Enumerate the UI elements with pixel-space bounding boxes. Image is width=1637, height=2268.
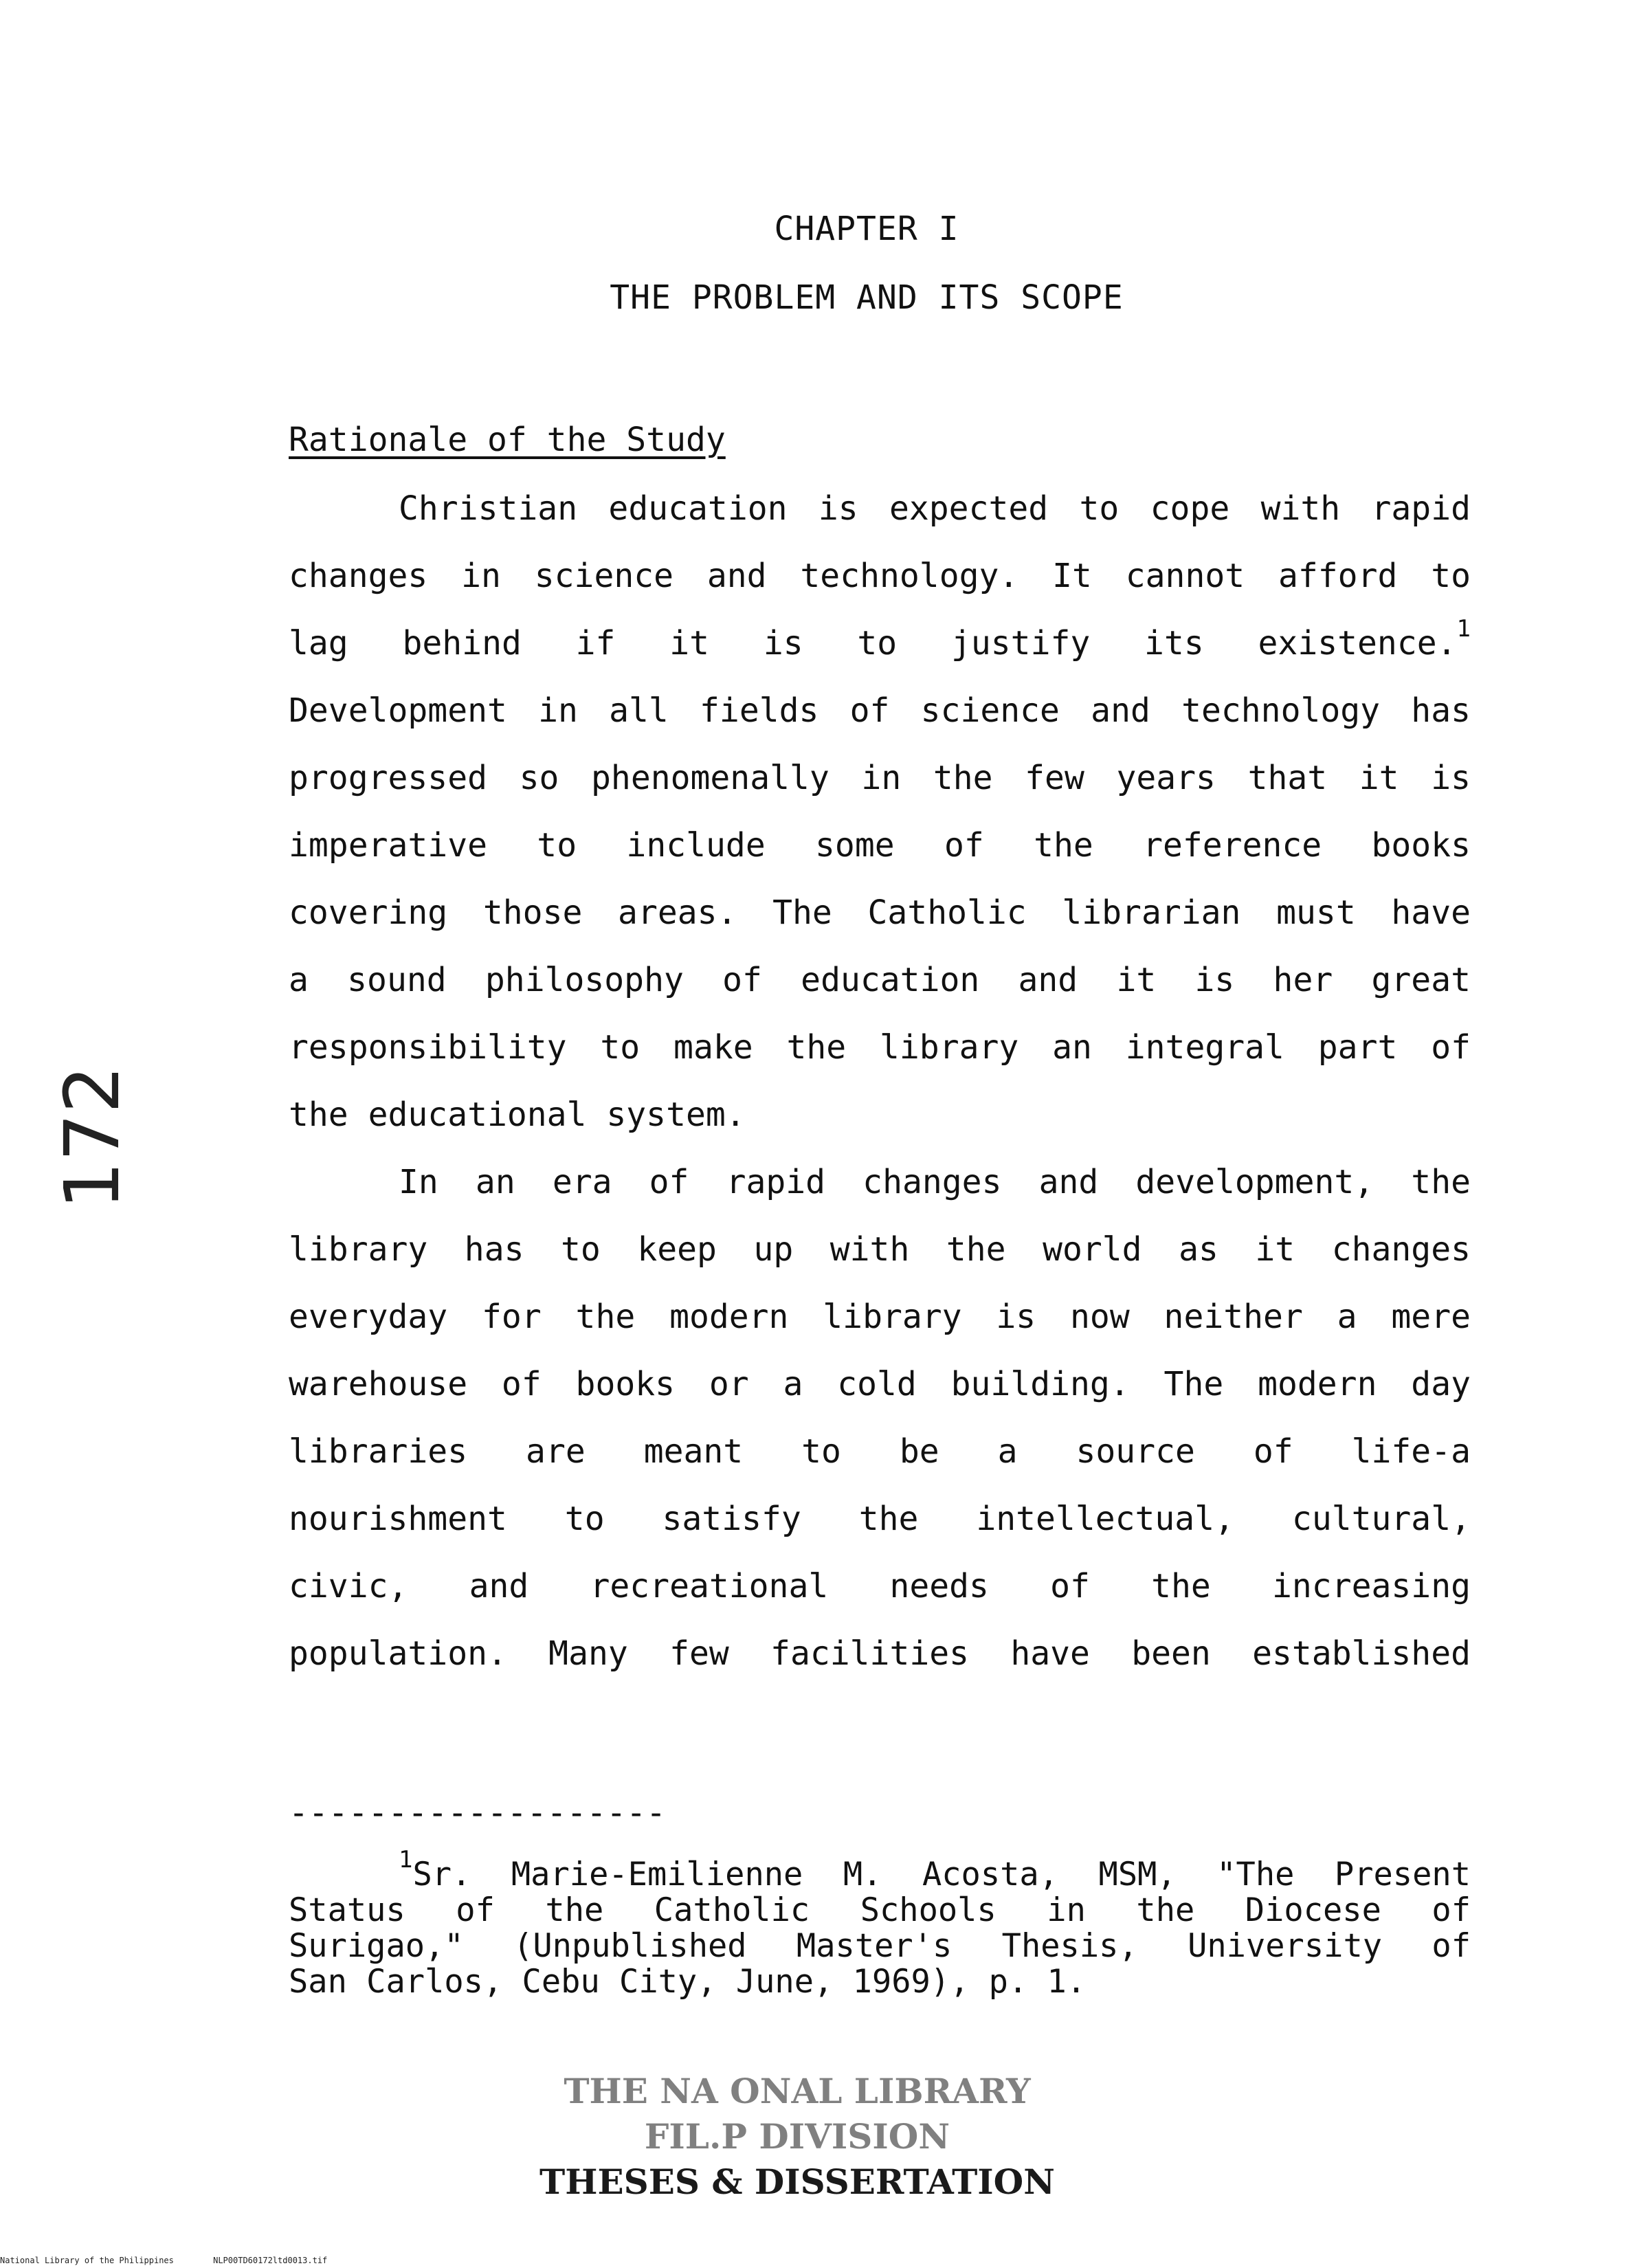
paragraph-line: imperative to include some of the reference books xyxy=(289,826,1471,865)
footnote-line: Status of the Catholic Schools in the Diocese of xyxy=(289,1891,1471,1929)
footnote-line: Surigao," (Unpublished Master's Thesis, University of xyxy=(289,1927,1471,1965)
chapter-heading: CHAPTER I xyxy=(774,210,959,248)
paragraph-line: library has to keep up with the world as it changes xyxy=(289,1230,1471,1269)
section-title: Rationale of the Study xyxy=(289,421,726,459)
margin-annotation xyxy=(41,1065,220,1375)
footnote-line: San Carlos, Cebu City, June, 1969), p. 1. xyxy=(289,1963,1087,2001)
scan-footer-filename: NLP00TD60172ltd0013.tif xyxy=(213,2256,328,2265)
paragraph-line: changes in science and technology. It cannot afford to xyxy=(289,557,1471,595)
paragraph-line: warehouse of books or a cold building. The modern day xyxy=(289,1365,1471,1403)
library-stamp xyxy=(536,2069,1058,2205)
paragraph-line: a sound philosophy of education and it is her great xyxy=(289,961,1471,999)
footnote-line-text: Sr. Marie-Emilienne M. Acosta, MSM, "The Present xyxy=(412,1856,1471,1893)
paragraph-line: libraries are meant to be a source of life-a xyxy=(289,1432,1471,1471)
scan-footer-source: National Library of the Philippines xyxy=(0,2256,174,2265)
footnote-rule: ------------------- xyxy=(289,1794,667,1832)
footnote-line-with-mark xyxy=(399,1846,1471,1893)
paragraph-line-with-footnote xyxy=(289,615,1471,663)
scan-footer xyxy=(0,2256,1637,2265)
paragraph-line: progressed so phenomenally in the few years that it is xyxy=(289,759,1471,797)
stamp-line: THE NA ONAL LIBRARY xyxy=(564,2071,1031,2111)
paragraph-line: population. Many few facilities have been established xyxy=(289,1634,1471,1673)
paragraph-line: covering those areas. The Catholic librarian must have xyxy=(289,893,1471,932)
footnote-mark: 1 xyxy=(399,1846,413,1874)
stamp-line: FIL.P DIVISION xyxy=(644,2116,950,2157)
paragraph-line: In an era of rapid changes and development, the xyxy=(399,1163,1471,1201)
stamp-line: THESES & DISSERTATION xyxy=(539,2161,1055,2202)
margin-annotation-text: 172 xyxy=(48,1065,136,1210)
paragraph-line: nourishment to satisfy the intellectual, cultural, xyxy=(289,1500,1471,1538)
footnote-reference: 1 xyxy=(1456,615,1471,643)
paragraph-line: civic, and recreational needs of the increasing xyxy=(289,1567,1471,1605)
paragraph-line: the educational system. xyxy=(289,1096,746,1134)
paragraph-line: Development in all fields of science and technology has xyxy=(289,691,1471,730)
paragraph-line-text: lag behind if it is to justify its existence. xyxy=(289,624,1457,663)
paragraph-line: everyday for the modern library is now neither a mere xyxy=(289,1298,1471,1336)
paragraph-line: Christian education is expected to cope with rapid xyxy=(399,489,1471,528)
paragraph-line: responsibility to make the library an integral part of xyxy=(289,1028,1471,1067)
chapter-title: THE PROBLEM AND ITS SCOPE xyxy=(610,278,1124,317)
